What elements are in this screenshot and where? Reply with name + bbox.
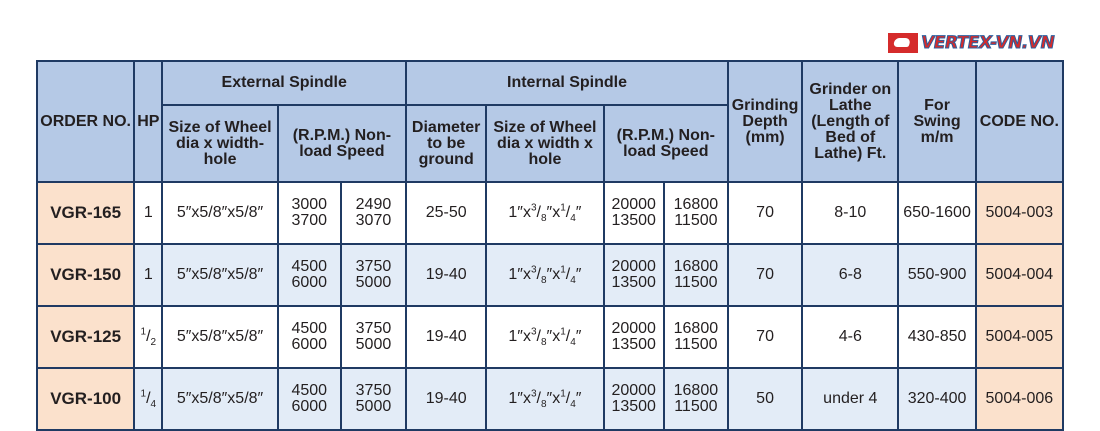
ext-rpm-a-cell	[278, 306, 341, 368]
int-size-den1: 8	[540, 337, 547, 349]
int-rpm-a-cell	[604, 306, 664, 368]
ext-rpm-b1: 3750	[355, 258, 392, 275]
int-rpm-a-cell	[604, 368, 664, 430]
int-rpm-b1: 16800	[673, 258, 719, 275]
ext-rpm-a1: 4500	[291, 382, 328, 399]
ext-rpm-b-cell	[341, 244, 406, 306]
int-rpm-b-cell	[664, 306, 728, 368]
header-ext-rpm: (R.P.M.) Non-load Speed	[278, 105, 406, 182]
hp-denominator: 2	[150, 337, 157, 349]
grinding-depth-cell: 70	[728, 244, 802, 306]
hp-slash: /	[146, 328, 151, 345]
ext-rpm-b1: 2490	[355, 196, 392, 213]
int-size-part-b: ″x	[546, 390, 561, 407]
header-code-no: CODE NO.	[976, 61, 1063, 182]
int-rpm-b1: 16800	[673, 382, 719, 399]
ext-rpm-a-cell	[278, 244, 341, 306]
header-ext-wheel-size: Size of Wheel dia x width-hole	[162, 105, 277, 182]
code-no-cell: 5004-004	[976, 244, 1063, 306]
int-size-num1: 3	[530, 264, 537, 276]
header-hp: HP	[134, 61, 162, 182]
header-external-spindle: External Spindle	[162, 61, 406, 105]
ext-rpm-a1: 3000	[291, 196, 328, 213]
int-rpm-b2: 11500	[674, 398, 718, 415]
int-size-den1: 8	[540, 399, 547, 411]
hp-denominator: 4	[150, 399, 157, 411]
int-rpm-a2: 13500	[611, 336, 656, 353]
int-rpm-b1: 16800	[673, 196, 719, 213]
int-wheel-size-cell: $1''x^3/_8''x^1/_4''$	[486, 182, 603, 244]
hp-cell	[134, 182, 162, 244]
int-rpm-a2: 13500	[611, 212, 656, 229]
code-no-cell: 5004-006	[976, 368, 1063, 430]
int-wheel-size-cell: $1''x^3/_8''x^1/_4''$	[486, 244, 603, 306]
grinding-depth-cell: 70	[728, 182, 802, 244]
logo-emblem-icon	[888, 33, 918, 53]
int-size-num2: 1	[560, 202, 566, 214]
swing-cell: 550-900	[898, 244, 975, 306]
int-size-part-c: ″	[575, 328, 582, 345]
table-row	[37, 182, 1063, 244]
int-rpm-b2: 11500	[674, 274, 718, 291]
ext-rpm-a1: 4500	[291, 320, 328, 337]
ext-rpm-b2: 5000	[355, 336, 392, 353]
int-size-num2: 1	[560, 388, 566, 400]
hp-cell	[134, 244, 162, 306]
swing-cell: 430-850	[898, 306, 975, 368]
table-row	[37, 368, 1063, 430]
hp-value: 1	[143, 266, 153, 283]
int-rpm-b2: 11500	[674, 336, 718, 353]
ext-rpm-a2: 3700	[291, 212, 328, 229]
lathe-length-cell: under 4	[802, 368, 898, 430]
int-rpm-a1: 20000	[611, 196, 656, 213]
ext-rpm-b-cell	[341, 182, 406, 244]
lathe-length-cell: 8-10	[802, 182, 898, 244]
int-size-part-b: ″x	[546, 204, 561, 221]
ext-wheel-size-cell: 5″x5/8″x5/8″	[162, 306, 277, 368]
int-size-den2: 4	[570, 275, 576, 287]
int-size-part-c: ″	[575, 390, 582, 407]
int-rpm-b2: 11500	[674, 212, 718, 229]
ext-rpm-b-cell	[341, 306, 406, 368]
header-order-no: ORDER NO.	[37, 61, 134, 182]
int-rpm-b1: 16800	[673, 320, 719, 337]
header-grinder-on-lathe: Grinder on Lathe (Length of Bed of Lathe) Ft.	[802, 61, 898, 182]
hp-numerator: 1	[140, 326, 147, 338]
ext-rpm-b2: 5000	[355, 398, 392, 415]
hp-fraction	[140, 326, 157, 349]
int-size-den2: 4	[570, 213, 576, 225]
hp-fraction	[140, 388, 157, 411]
ext-rpm-a-cell	[278, 182, 341, 244]
header-internal-spindle: Internal Spindle	[406, 61, 728, 105]
ext-rpm-a1: 4500	[291, 258, 328, 275]
int-size-part-c: ″	[575, 204, 582, 221]
int-size-num1: 3	[530, 388, 537, 400]
code-no-cell: 5004-003	[976, 182, 1063, 244]
int-size-num1: 3	[530, 326, 537, 338]
int-size-den2: 4	[570, 399, 576, 411]
int-size-den1: 8	[540, 275, 547, 287]
int-diameter-cell: 19-40	[406, 368, 486, 430]
hp-cell	[134, 368, 162, 430]
ext-wheel-size-cell: 5″x5/8″x5/8″	[162, 368, 277, 430]
int-wheel-size-cell: $1''x^3/_8''x^1/_4''$	[486, 306, 603, 368]
grinding-depth-cell: 50	[728, 368, 802, 430]
ext-rpm-a2: 6000	[291, 398, 328, 415]
ext-rpm-b1: 3750	[355, 382, 392, 399]
header-int-wheel-size: Size of Wheel dia x width x hole	[486, 105, 603, 182]
int-rpm-a-cell	[604, 182, 664, 244]
int-rpm-a-cell	[604, 244, 664, 306]
int-size-part-a: 1″x	[508, 204, 531, 221]
order-no-cell: VGR-150	[37, 244, 134, 306]
ext-rpm-a2: 6000	[291, 336, 328, 353]
order-no-cell: VGR-165	[37, 182, 134, 244]
header-int-diameter: Diameter to be ground	[406, 105, 486, 182]
vertex-logo	[888, 32, 1054, 54]
lathe-length-cell: 4-6	[802, 306, 898, 368]
int-diameter-cell: 25-50	[406, 182, 486, 244]
ext-rpm-b2: 5000	[355, 274, 392, 291]
int-rpm-b-cell	[664, 368, 728, 430]
ext-wheel-size-cell: 5″x5/8″x5/8″	[162, 182, 277, 244]
lathe-length-cell: 6-8	[802, 244, 898, 306]
int-size-part-c: ″	[575, 266, 582, 283]
header-for-swing: For Swing m/m	[898, 61, 975, 182]
hp-numerator: 1	[140, 388, 147, 400]
ext-rpm-b2: 3070	[355, 212, 392, 229]
int-size-part-b: ″x	[546, 266, 561, 283]
ext-rpm-a2: 6000	[291, 274, 328, 291]
order-no-cell: VGR-125	[37, 306, 134, 368]
int-size-part-a: 1″x	[508, 328, 531, 345]
table-row	[37, 244, 1063, 306]
order-no-cell: VGR-100	[37, 368, 134, 430]
int-size-den2: 4	[570, 337, 576, 349]
swing-cell: 320-400	[898, 368, 975, 430]
ext-rpm-b1: 3750	[355, 320, 392, 337]
int-wheel-size-cell: $1''x^3/_8''x^1/_4''$	[486, 368, 603, 430]
hp-cell	[134, 306, 162, 368]
ext-wheel-size-cell: 5″x5/8″x5/8″	[162, 244, 277, 306]
hp-slash: /	[146, 390, 151, 407]
spec-table	[36, 60, 1064, 431]
hp-value: 1	[143, 204, 153, 221]
header-int-rpm: (R.P.M.) Non-load Speed	[604, 105, 728, 182]
logo-text: VERTEX-VN.VN	[919, 33, 1056, 53]
table-row	[37, 306, 1063, 368]
grinding-depth-cell: 70	[728, 306, 802, 368]
int-rpm-a1: 20000	[611, 320, 656, 337]
int-rpm-b-cell	[664, 182, 728, 244]
int-rpm-b-cell	[664, 244, 728, 306]
int-size-num2: 1	[560, 264, 566, 276]
int-size-part-b: ″x	[546, 328, 561, 345]
swing-cell: 650-1600	[898, 182, 975, 244]
int-diameter-cell: 19-40	[406, 306, 486, 368]
int-size-part-a: 1″x	[508, 390, 531, 407]
int-rpm-a2: 13500	[611, 398, 656, 415]
int-rpm-a1: 20000	[611, 258, 656, 275]
int-size-den1: 8	[540, 213, 547, 225]
ext-rpm-b-cell	[341, 368, 406, 430]
int-rpm-a2: 13500	[611, 274, 656, 291]
ext-rpm-a-cell	[278, 368, 341, 430]
int-diameter-cell: 19-40	[406, 244, 486, 306]
header-grinding-depth: Grinding Depth (mm)	[728, 61, 802, 182]
int-size-num2: 1	[560, 326, 566, 338]
int-size-num1: 3	[530, 202, 537, 214]
code-no-cell: 5004-005	[976, 306, 1063, 368]
int-size-part-a: 1″x	[508, 266, 531, 283]
int-rpm-a1: 20000	[611, 382, 656, 399]
